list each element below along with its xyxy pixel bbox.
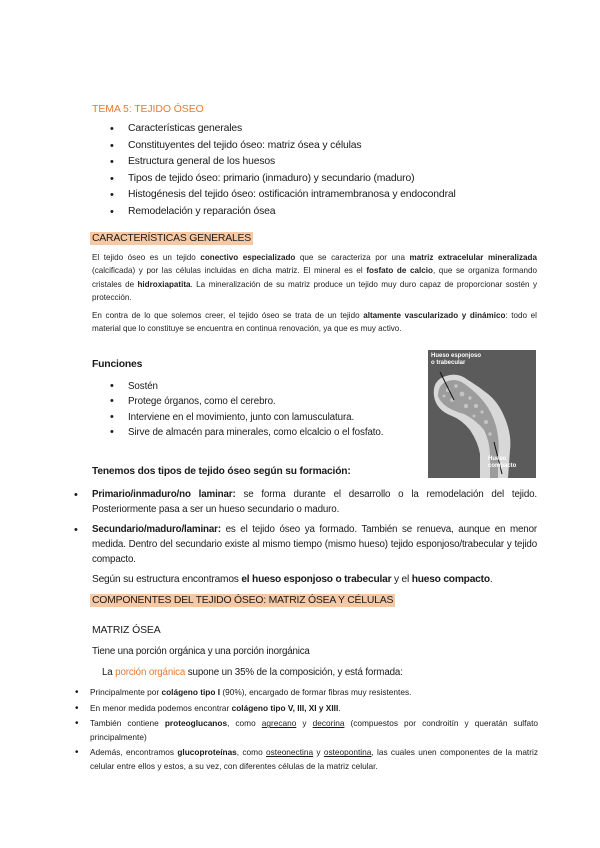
- bold-term: conectivo especializado: [200, 253, 296, 262]
- highlighted-heading: COMPONENTES DEL TEJIDO ÓSEO: MATRIZ ÓSEA Y CÉLULAS: [92, 595, 394, 606]
- bold-term: Secundario/maduro/laminar:: [92, 524, 221, 535]
- bold-term: hidroxiapatita: [137, 279, 191, 289]
- bold-term: Tenemos dos tipos de tejido óseo según su formación:: [92, 466, 351, 477]
- text-run: (compuestos por condroitín y queratán sulfato principalmente): [90, 718, 538, 742]
- organic-components-list: [90, 686, 538, 776]
- text-run: En contra de lo que solemos creer, el tejido óseo se trata de un tejido: [92, 311, 364, 320]
- text-run: La: [102, 667, 116, 678]
- vascular-paragraph: [92, 309, 537, 336]
- toc-item: • Características generales: [110, 121, 456, 138]
- list-item: [92, 523, 537, 567]
- bold-term: el hueso esponjoso o trabecular: [241, 574, 392, 585]
- highlighted-term: porción orgánica: [115, 667, 186, 678]
- text-run: , como: [236, 747, 267, 758]
- underlined-term: agrecano: [261, 718, 297, 729]
- toc-item: • Histogénesis del tejido óseo: ostificación intramembranosa y endocondral: [110, 187, 456, 204]
- function-item: • Sostén: [110, 379, 400, 394]
- bold-term: proteoglucanos: [164, 718, 228, 729]
- underlined-term: decorina: [312, 718, 345, 729]
- text-run: También contiene: [90, 718, 165, 729]
- text-run: es el tejido óseo ya formado. También se renueva, aunque en menor medida. Dentro del secundario existe al mismo tiempo (mismo hueso) tejido esponjoso/trabecular y tejido compacto.: [92, 524, 537, 565]
- text-run: Según su estructura encontramos: [92, 574, 242, 585]
- list-item: [90, 686, 538, 700]
- text-run: . La mineralización de su matriz produce un tejido muy duro capaz de proporcionar sostén y protección.: [92, 279, 537, 303]
- text-run: Principalmente por: [90, 687, 162, 697]
- bold-term: matriz extracelular mineralizada: [409, 253, 537, 262]
- text-run: (90%), encargado de formar fibras muy resistentes.: [220, 687, 412, 697]
- list-item: [90, 746, 538, 773]
- underlined-term: osteonectina: [266, 747, 314, 758]
- underlined-term: osteopontina: [323, 747, 372, 758]
- femur-bone-image: [428, 350, 536, 478]
- list-item: [90, 702, 538, 716]
- text-run: En menor medida podemos encontrar: [90, 702, 232, 713]
- bone-types-intro: [92, 466, 351, 477]
- function-item: • Sirve de almacén para minerales, como elcalcio o el fosfato.: [110, 425, 400, 440]
- bone-type-secondary: [92, 523, 537, 567]
- text-run: El tejido óseo es un tejido: [92, 253, 201, 262]
- text-run: , que se organiza formando cristales de: [92, 266, 537, 289]
- toc-item: • Remodelación y reparación ósea: [110, 204, 456, 221]
- function-item: • Protege órganos, como el cerebro.: [110, 394, 400, 409]
- function-item: • Interviene en el movimiento, junto con lamusculatura.: [110, 410, 400, 425]
- text-run: y: [296, 718, 313, 729]
- text-run: (calcificada) y por las células incluidas en dicha matriz. El mineral es el: [92, 266, 367, 276]
- bold-term: hueso compacto: [411, 574, 490, 585]
- text-run: y el: [391, 574, 412, 585]
- toc-item: • Tipos de tejido óseo: primario (inmaduro) y secundario (maduro): [110, 171, 456, 188]
- section-heading-components: [90, 590, 395, 608]
- bold-term: glucoproteínas: [177, 747, 237, 758]
- compact-bone-label: Hueso compacto: [488, 456, 517, 469]
- bold-term: fosfato de calcio: [366, 266, 433, 276]
- document-title: TEMA 5: TEJIDO ÓSEO: [92, 103, 204, 115]
- list-item: [90, 717, 538, 744]
- functions-list: [110, 379, 400, 441]
- list-item: [92, 488, 537, 518]
- text-run: , las cuales unen componentes de la matriz celular entre ellos y estos, a su vez, con diferentes células de la matriz celular.: [90, 747, 538, 771]
- highlighted-heading: CARACTERÍSTICAS GENERALES: [92, 233, 251, 244]
- toc-item: • Estructura general de los huesos: [110, 154, 456, 171]
- bold-term: altamente vascularizado y dinámico: [363, 311, 506, 320]
- bold-term: colágeno tipo V, III, XI y XIII: [231, 702, 339, 713]
- spongy-bone-label: Hueso esponjoso o trabecular: [431, 353, 482, 366]
- toc-item: • Constituyentes del tejido óseo: matriz ósea y células: [110, 138, 456, 155]
- text-run: que se caracteriza por una: [295, 253, 410, 262]
- structure-sentence: [92, 574, 493, 585]
- bone-type-primary: [92, 488, 537, 518]
- text-run: , como: [227, 718, 262, 729]
- bold-term: colágeno tipo I: [161, 687, 221, 697]
- text-run: : todo el material que lo constituye se encuentra en continua renovación, ya que es muy activo.: [92, 311, 537, 334]
- text-run: .: [338, 702, 341, 713]
- section-heading-general: [90, 228, 253, 246]
- organic-portion-sentence: [102, 667, 403, 678]
- table-of-contents: [110, 121, 456, 221]
- text-run: se forma durante el desarrollo o la remodelación del tejido. Posteriormente pasa a ser un hueso secundario o maduro.: [92, 489, 537, 515]
- functions-heading: Funciones: [92, 359, 143, 370]
- text-run: Además, encontramos: [90, 747, 178, 758]
- text-run: .: [489, 574, 493, 585]
- text-run: supone un 35% de la composición, y está formada:: [185, 667, 403, 678]
- matrix-intro: Tiene una porción orgánica y una porción inorgánica: [92, 646, 310, 657]
- matrix-heading: MATRIZ ÓSEA: [92, 625, 161, 636]
- text-run: y: [313, 747, 324, 758]
- bold-term: Primario/inmaduro/no laminar:: [92, 489, 236, 500]
- intro-paragraph: [92, 251, 537, 305]
